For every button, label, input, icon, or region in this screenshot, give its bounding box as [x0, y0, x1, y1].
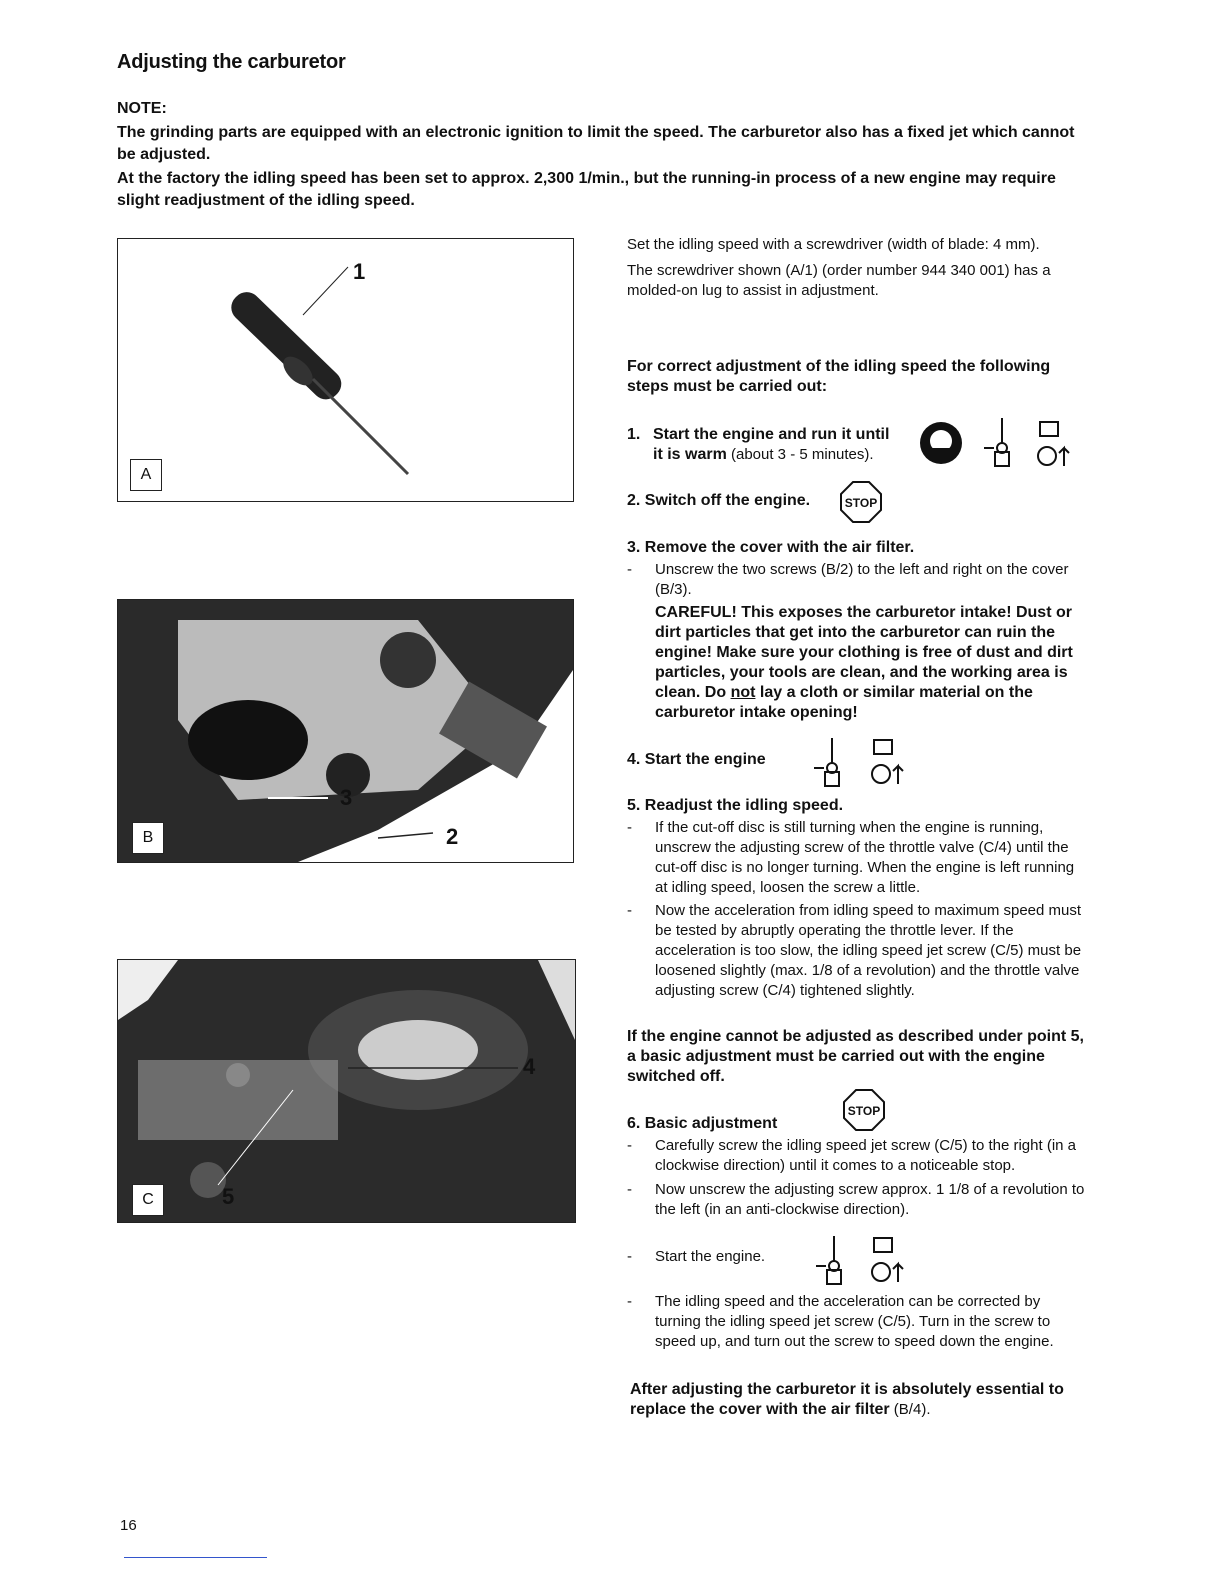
step-5-dash-1-text: If the cut-off disc is still turning when the engine is running, unscrew the adjusting screw of the throttle valve (C/4) until the cut-off disc is no longer turning. When the engine is left running at idling speed, loosen the screw a little. [655, 819, 1075, 896]
final-note-rest: (B/4). [889, 1401, 931, 1418]
final-note-bold: After adjusting the carburetor it is absolutely essential to replace the cover with the air filter [630, 1381, 1064, 1418]
step-6-dash-4-text: The idling speed and the acceleration can be corrected by turning the idling speed jet screw (C/5). Turn in the screw to speed up, and turn out the screw to speed down the engine. [655, 1293, 1054, 1350]
footer-rule [124, 1557, 267, 1558]
dash-mark: - [627, 1293, 632, 1310]
careful-text-b: lay a cloth or similar material on the carburetor intake opening! [655, 684, 1033, 721]
dash-mark: - [627, 1137, 632, 1154]
stop-icon [839, 480, 883, 524]
step-1-bold-b: it is warm [653, 446, 727, 463]
intro-2: The screwdriver shown (A/1) (order number 944 340 001) has a molded-on lug to assist in adjustment. [627, 262, 1051, 299]
callout-5: 5 [222, 1184, 235, 1209]
callout-1: 1 [353, 259, 366, 284]
throttle-start-icon [1034, 418, 1074, 468]
engine-photo [118, 600, 573, 862]
carburetor-photo [118, 960, 575, 1222]
step-6-dash-3 [627, 1247, 797, 1267]
step-6-dash-1-text: Carefully screw the idling speed jet screw (C/5) to the right (in a clockwise direction) until it comes to a noticeable stop. [655, 1137, 1077, 1174]
callout-2: 2 [446, 824, 459, 849]
step-6-dash-2-text: Now unscrew the adjusting screw approx. 1 1/8 of a revolution to the left (in an anti-clockwise direction). [655, 1181, 1085, 1218]
final-note [630, 1380, 1090, 1420]
step-1-number: 1. [627, 426, 641, 443]
careful-text-a: CAREFUL! This exposes the carburetor intake! Dust or dirt particles that get into the carburetor can ruin the engine! Make sure your clothing is free of dust and dirt particles, your tools are clean, and the working area is clean. Do [655, 604, 1073, 701]
step-6-dash-3-text: Start the engine. [655, 1248, 766, 1265]
page-number: 16 [120, 1517, 137, 1534]
throttle-start-icon [868, 1234, 908, 1284]
dash-mark: - [627, 1248, 632, 1265]
step-6-dash-1 [627, 1136, 1087, 1176]
screwdriver-illustration [118, 239, 573, 501]
callout-4: 4 [523, 1054, 536, 1079]
step-2: 2. Switch off the engine. [627, 492, 811, 509]
step-1-bold-a: Start the engine and run it until [653, 426, 890, 443]
step-6-dash-2 [627, 1180, 1087, 1220]
dash-mark: - [627, 902, 632, 919]
if-note: If the engine cannot be adjusted as described under point 5, a basic adjustment must be carried out with the engine switched off. [627, 1028, 1084, 1085]
step-3: 3. Remove the cover with the air filter. [627, 539, 915, 556]
step-5-dash-2 [627, 901, 1087, 1001]
step-1-rest: (about 3 - 5 minutes). [726, 446, 874, 463]
figure-a-label: A [130, 459, 162, 491]
dash-mark: - [627, 819, 632, 836]
step-4: 4. Start the engine [627, 751, 766, 768]
step-1 [627, 425, 917, 465]
step-6-dash-4 [627, 1292, 1087, 1352]
stop-icon-label: STOP [847, 1104, 881, 1118]
careful-not: not [730, 684, 756, 701]
figure-b [117, 599, 574, 863]
choke-start-icon [814, 1234, 850, 1286]
page-title: Adjusting the carburetor [117, 51, 346, 73]
dash-mark: - [627, 1181, 632, 1198]
ear-protection-icon [918, 420, 964, 466]
note-paragraph-2: At the factory the idling speed has been set to approx. 2,300 1/min., but the running-in process of a new engine may require slight readjustment of the idling speed. [117, 170, 1056, 209]
callout-3: 3 [340, 785, 353, 810]
careful-warning [655, 603, 1087, 723]
step-6: 6. Basic adjustment [627, 1115, 778, 1132]
intro-1: Set the idling speed with a screwdriver (width of blade: 4 mm). [627, 236, 1040, 253]
throttle-start-icon [868, 736, 908, 786]
intro-3: For correct adjustment of the idling speed the following steps must be carried out: [627, 358, 1051, 395]
figure-c-label: C [132, 1184, 164, 1216]
figure-b-label: B [132, 822, 164, 854]
figure-a [117, 238, 574, 502]
step-5-dash-2-text: Now the acceleration from idling speed to maximum speed must be tested by abruptly operating the throttle lever. If the acceleration is too slow, the idling speed jet screw (C/5) must be loosened slightly (max. 1/8 of a revolution) and the throttle valve adjusting screw (C/4) tightened slightly. [655, 902, 1082, 999]
choke-start-icon [812, 736, 848, 788]
note-paragraph-1: The grinding parts are equipped with an electronic ignition to limit the speed. The carburetor also has a fixed jet which cannot be adjusted. [117, 124, 1075, 163]
dash-mark: - [627, 561, 632, 578]
figure-c [117, 959, 576, 1223]
stop-icon [842, 1088, 886, 1132]
note-label: NOTE: [117, 100, 167, 117]
choke-start-icon [982, 416, 1018, 468]
step-5: 5. Readjust the idling speed. [627, 797, 844, 814]
step-5-dash-1 [627, 818, 1087, 898]
stop-icon-label: STOP [844, 496, 878, 510]
step-3-dash [627, 560, 1087, 600]
step-3-dash-text: Unscrew the two screws (B/2) to the left and right on the cover (B/3). [655, 561, 1069, 598]
